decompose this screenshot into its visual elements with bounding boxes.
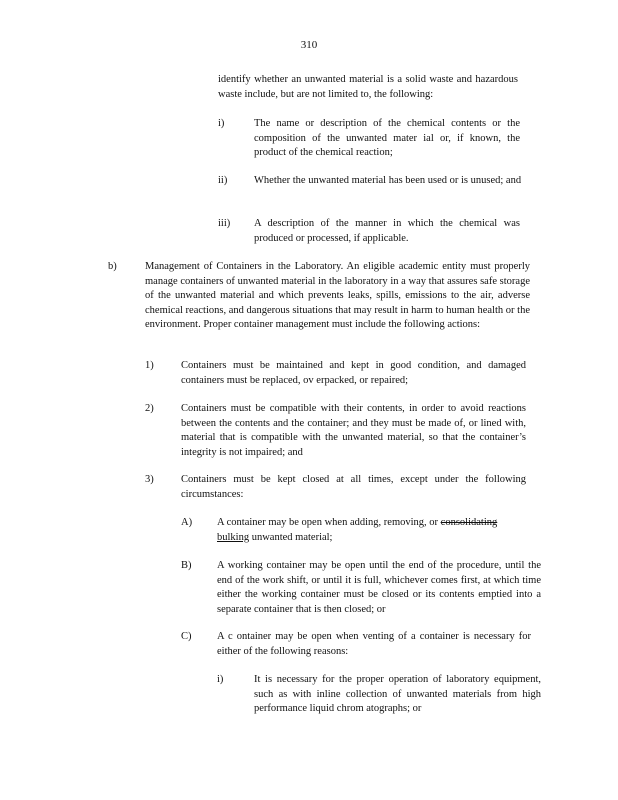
numbered-item-text: Containers must be maintained and kept in good condition, and damaged containers must be replaced, ov erpacked, or repaired; (181, 360, 526, 386)
page-number: 310 (300, 39, 318, 51)
intro-item-label: iii) (218, 218, 231, 229)
struck-text: consolidating (440, 517, 498, 528)
sub-item-label: i) (217, 674, 224, 685)
numbered-item-text: Containers must be kept closed at all times, except under the following circumstances: (181, 474, 526, 500)
intro-item-text: A description of the manner in which the chemical was produced or processed, if applicable. (254, 218, 520, 244)
lettered-item-text: A working container may be open until the end of the procedure, until the end of the work shift, or until it is full, whichever comes first, at which time either the working container must be closed or its contents emptied into a separate container that is then closed; or (217, 560, 541, 615)
inserted-text: bulking (217, 531, 250, 543)
section-b-label: b) (108, 261, 117, 272)
lettered-item-label: C) (181, 631, 192, 642)
lettered-item-label: B) (181, 560, 192, 571)
section-b-text: Management of Containers in the Laboratory. An eligible academic entity must properly manage containers of unwanted material in the laboratory in a way that assures safe storage of the unwanted material and which prevents leaks, spills, emissions to the air, adverse chemical reactions, and dangerous situations that may result in harm to human health or the environment. Proper container management must include the following actions: (145, 261, 530, 330)
text-after-revision: unwanted material; (249, 531, 333, 543)
intro-paragraph: identify whether an unwanted material is a solid waste and hazardous waste include, but are not limited to, the following: (218, 74, 518, 100)
lettered-item-label: A) (181, 517, 193, 528)
intro-item-text: Whether the unwanted material has been used or is unused; and (254, 175, 522, 186)
text-before-revision: A container may be open when adding, removing, or (217, 517, 441, 528)
numbered-item-label: 2) (145, 403, 154, 414)
intro-item-text: The name or description of the chemical contents or the composition of the unwanted mater ial or, if known, the product of the chemical reaction; (254, 118, 520, 158)
sub-item-text: It is necessary for the proper operation of laboratory equipment, such as with inline collection of unwanted materials from high performance liquid chrom atographs; or (254, 674, 541, 714)
lettered-item-text (217, 516, 527, 545)
lettered-item-text: A c ontainer may be open when venting of a container is necessary for either of the following reasons: (217, 631, 531, 657)
numbered-item-text: Containers must be compatible with their contents, in order to avoid reactions between the contents and the container; and they must be made of, or lined with, material that is compatible with the unwanted material, so that the container’s integrity is not impaired; and (181, 403, 526, 458)
numbered-item-label: 1) (145, 360, 154, 371)
numbered-item-label: 3) (145, 474, 154, 485)
intro-item-label: ii) (218, 175, 228, 186)
intro-item-label: i) (218, 118, 225, 129)
